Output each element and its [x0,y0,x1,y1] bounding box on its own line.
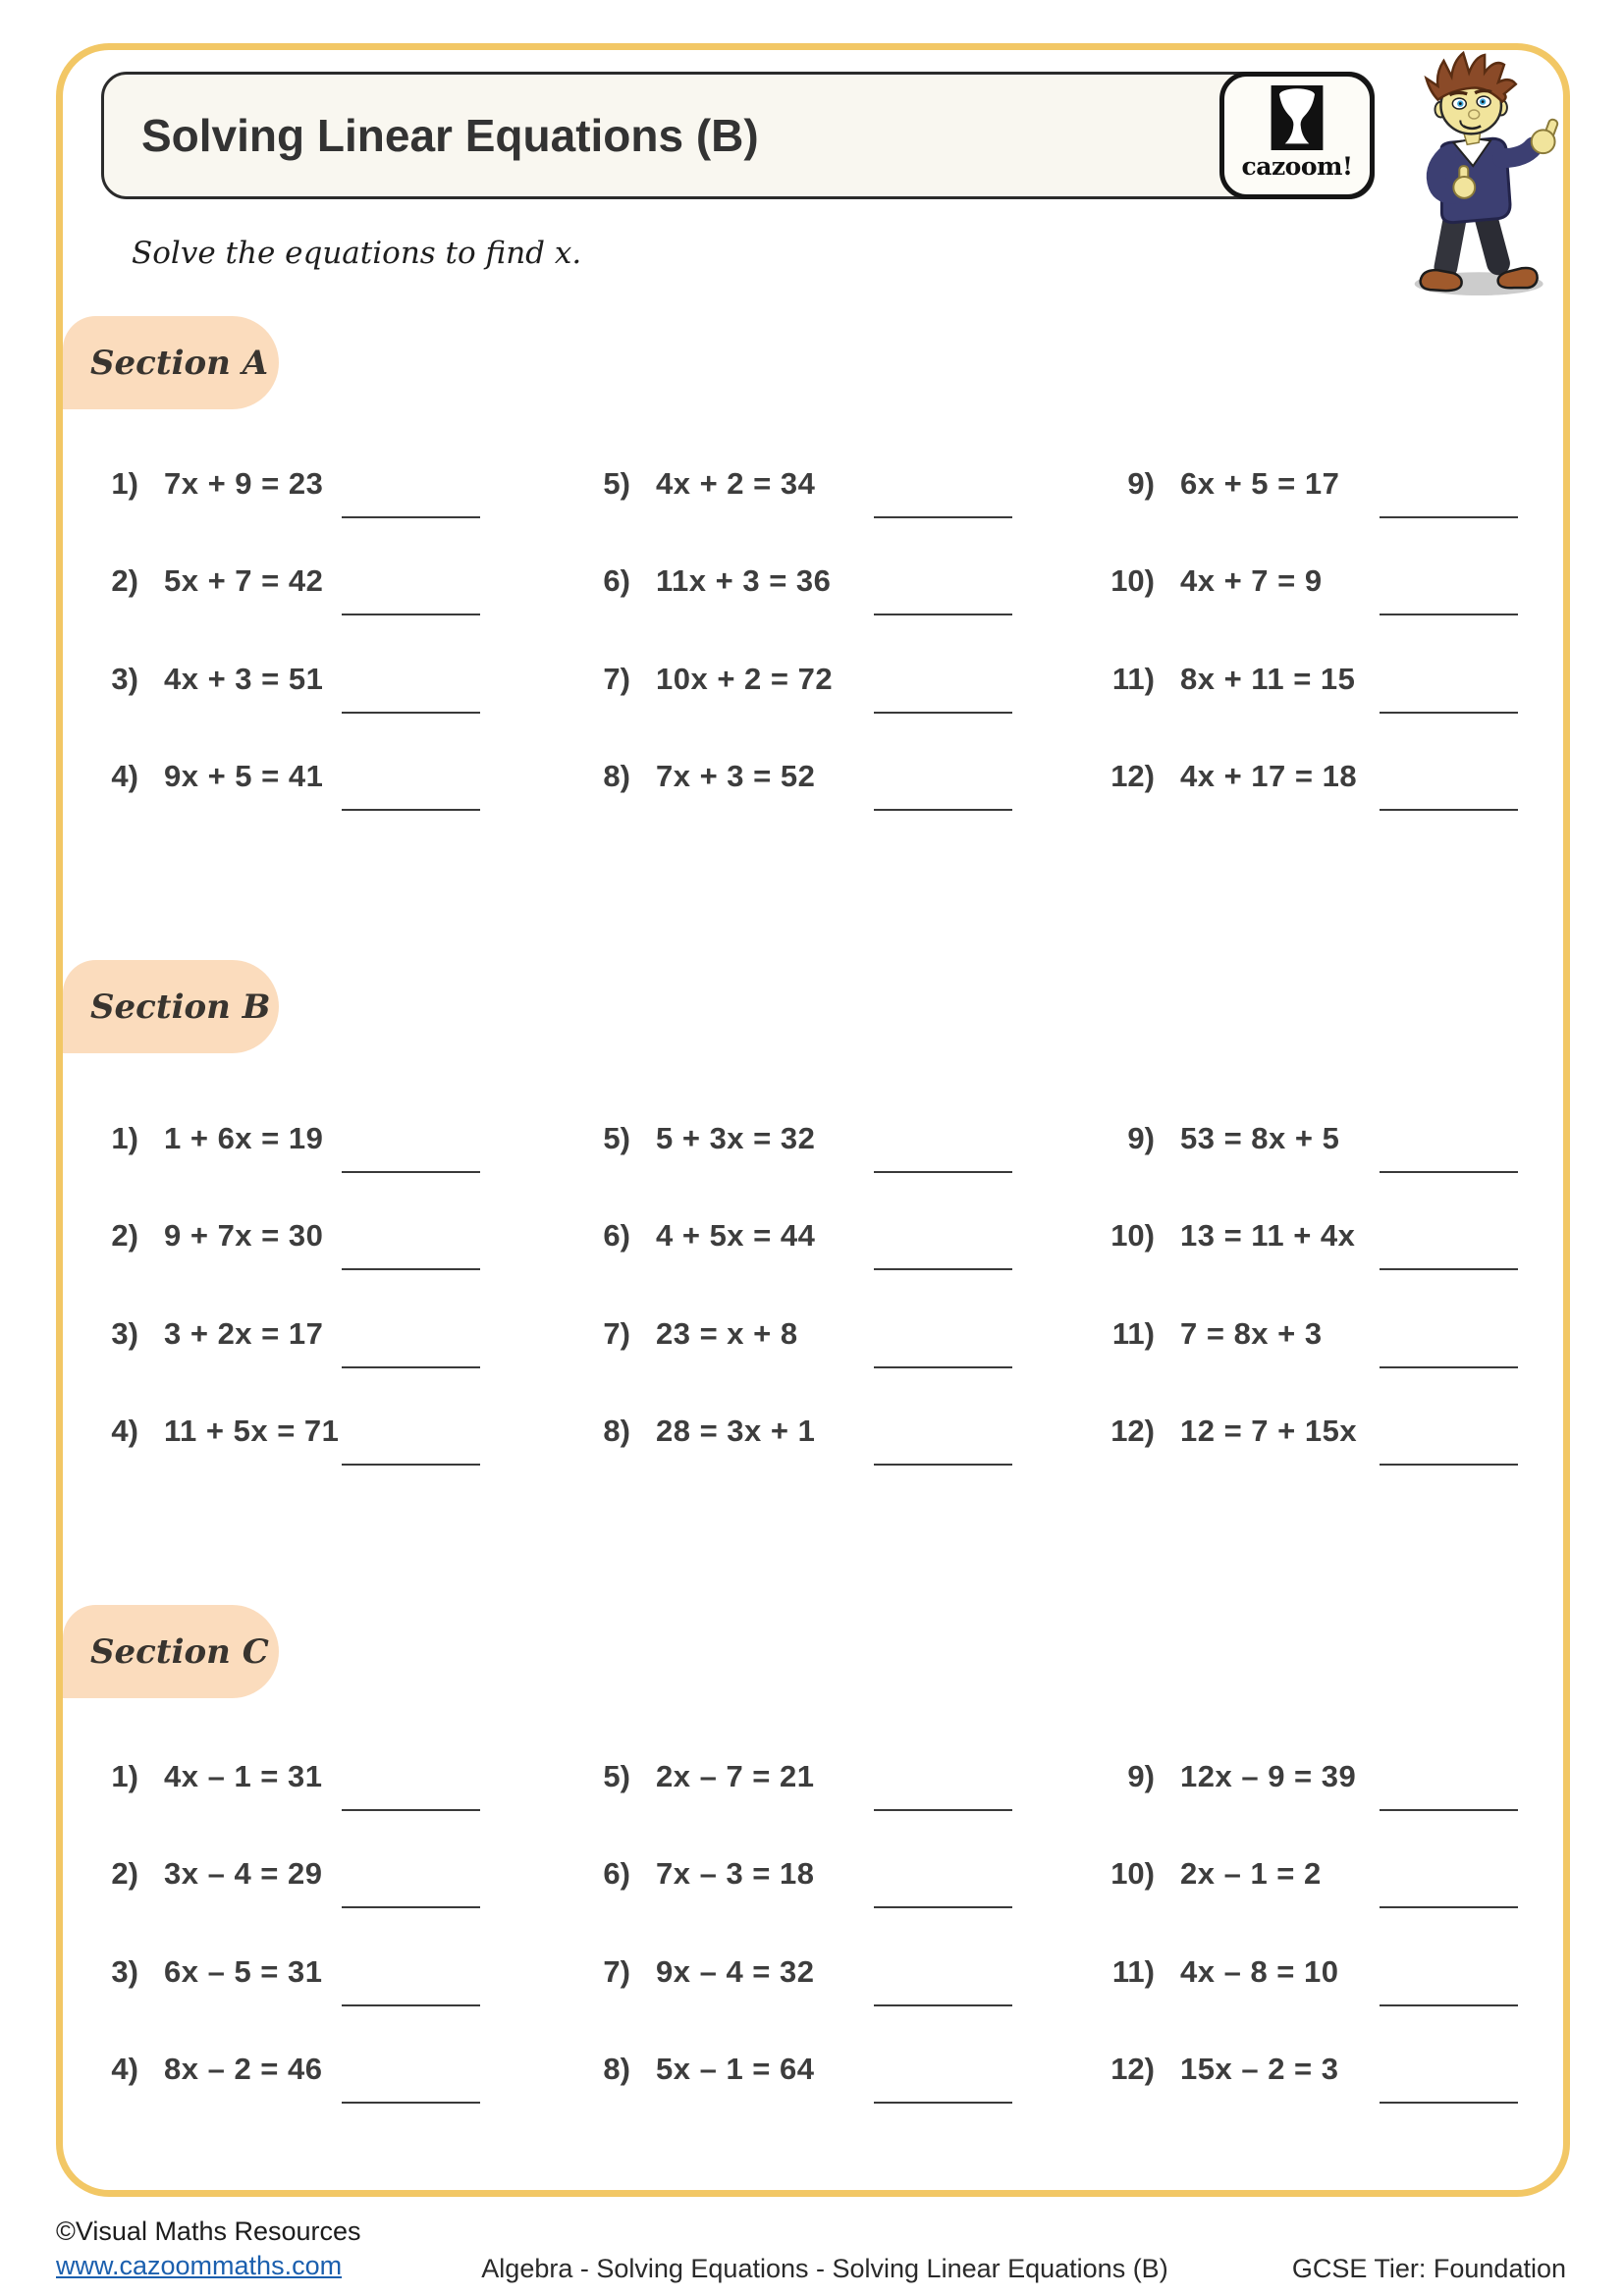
equation-text: 4x + 17 = 18 [1180,759,1358,793]
question-number: 12) [1110,2052,1155,2086]
footer-website-link[interactable]: www.cazoommaths.com [56,2251,343,2280]
footer-copyright: ©Visual Maths Resources [56,2216,361,2246]
question-item [1066,1953,1339,2044]
question-number: 3) [111,1954,138,1989]
question-item [93,1217,323,1308]
answer-blank[interactable] [1380,809,1518,811]
equation-text: 2x – 1 = 2 [1180,1856,1322,1891]
equation-text: 10x + 2 = 72 [656,662,834,696]
section-label: Section A [90,343,269,383]
section-header [63,316,279,409]
answer-blank[interactable] [874,516,1012,518]
question-item [93,1758,323,1848]
equation-text: 11 + 5x = 71 [164,1414,340,1448]
question-number: 12) [1110,1414,1155,1448]
question-item [1066,1413,1357,1503]
question-item [566,758,815,848]
answer-blank[interactable] [342,2102,480,2104]
question-number: 9) [1127,466,1155,501]
logo-text: cazoom! [1241,152,1353,181]
answer-blank[interactable] [874,1366,1012,1368]
equation-text: 5x – 1 = 64 [656,2052,815,2086]
question-item [566,1217,815,1308]
answer-blank[interactable] [1380,1809,1518,1811]
equation-text: 23 = x + 8 [656,1316,798,1351]
equation-text: 4x – 1 = 31 [164,1759,323,1793]
equation-text: 28 = 3x + 1 [656,1414,816,1448]
question-number: 10) [1110,563,1155,598]
question-item [566,1120,815,1210]
question-item [93,1315,323,1406]
answer-blank[interactable] [874,1268,1012,1270]
question-number: 5) [603,1759,630,1793]
answer-blank[interactable] [874,1906,1012,1908]
question-number: 4) [111,2052,138,2086]
question-number: 6) [603,1856,630,1891]
answer-blank[interactable] [1380,2004,1518,2006]
answer-blank[interactable] [874,712,1012,714]
equation-text: 53 = 8x + 5 [1180,1121,1340,1155]
question-item [566,1315,798,1406]
question-item [566,1413,815,1503]
question-item [93,465,323,556]
section-header [63,960,279,1053]
question-number: 6) [603,1218,630,1253]
question-number: 10) [1110,1218,1155,1253]
equation-text: 13 = 11 + 4x [1180,1218,1356,1253]
equation-text: 6x – 5 = 31 [164,1954,323,1989]
question-number: 8) [603,1414,630,1448]
question-item [1066,465,1339,556]
answer-blank[interactable] [342,2004,480,2006]
equation-text: 3 + 2x = 17 [164,1316,324,1351]
equation-text: 7x + 9 = 23 [164,466,324,501]
answer-blank[interactable] [874,809,1012,811]
question-item [1066,1120,1339,1210]
question-item [566,2051,815,2141]
question-item [1066,661,1355,751]
question-item [566,465,815,556]
question-number: 7) [603,662,630,696]
question-number: 10) [1110,1856,1155,1891]
answer-blank[interactable] [874,2004,1012,2006]
equation-text: 5 + 3x = 32 [656,1121,816,1155]
answer-blank[interactable] [1380,1366,1518,1368]
equation-text: 4x + 2 = 34 [656,466,816,501]
question-number: 4) [111,1414,138,1448]
question-number: 4) [111,759,138,793]
answer-blank[interactable] [342,516,480,518]
answer-blank[interactable] [1380,2102,1518,2104]
question-item [566,1953,815,2044]
cazoom-logo [1219,72,1375,199]
equation-text: 9 + 7x = 30 [164,1218,324,1253]
question-number: 3) [111,662,138,696]
question-number: 3) [111,1316,138,1351]
answer-blank[interactable] [1380,1171,1518,1173]
answer-blank[interactable] [342,1464,480,1466]
question-item [93,2051,323,2141]
answer-blank[interactable] [874,1464,1012,1466]
footer-tier: GCSE Tier: Foundation [1291,2254,1566,2283]
question-item [93,1120,323,1210]
section-label: Section B [90,987,271,1027]
answer-blank[interactable] [1380,1464,1518,1466]
answer-blank[interactable] [1380,1268,1518,1270]
answer-blank[interactable] [1380,614,1518,615]
answer-blank[interactable] [342,712,480,714]
question-number: 9) [1127,1759,1155,1793]
equation-text: 12x – 9 = 39 [1180,1759,1357,1793]
equation-text: 9x + 5 = 41 [164,759,324,793]
question-number: 7) [603,1316,630,1351]
section-label: Section C [90,1631,269,1672]
equation-text: 15x – 2 = 3 [1180,2052,1339,2086]
question-number: 7) [603,1954,630,1989]
question-item [1066,562,1323,653]
mascot-boy-illustration [1380,49,1616,302]
question-item [93,562,323,653]
answer-blank[interactable] [874,1809,1012,1811]
question-number: 8) [603,2052,630,2086]
equation-text: 7x + 3 = 52 [656,759,816,793]
equation-text: 7x – 3 = 18 [656,1856,815,1891]
equation-text: 4 + 5x = 44 [656,1218,816,1253]
answer-blank[interactable] [342,1171,480,1173]
question-item [1066,758,1357,848]
question-item [93,1953,323,2044]
title-box [101,72,1375,199]
answer-blank[interactable] [342,1268,480,1270]
equation-text: 4x + 3 = 51 [164,662,324,696]
equation-text: 8x + 11 = 15 [1180,662,1356,696]
question-item [1066,1855,1322,1946]
question-number: 11) [1111,662,1155,696]
question-item [93,1413,339,1503]
answer-blank[interactable] [342,1809,480,1811]
question-number: 9) [1127,1121,1155,1155]
instruction-text: Solve the equations to find x. [132,236,582,271]
answer-blank[interactable] [1380,1906,1518,1908]
question-number: 8) [603,759,630,793]
page-title: Solving Linear Equations (B) [141,110,759,161]
equation-text: 1 + 6x = 19 [164,1121,324,1155]
equation-text: 4x – 8 = 10 [1180,1954,1339,1989]
question-number: 2) [111,1856,138,1891]
question-number: 12) [1110,759,1155,793]
question-item [93,758,323,848]
question-number: 11) [1111,1316,1155,1351]
question-item [566,661,833,751]
answer-blank[interactable] [342,614,480,615]
drum-logo-icon [1271,85,1324,150]
equation-text: 6x + 5 = 17 [1180,466,1340,501]
equation-text: 2x – 7 = 21 [656,1759,815,1793]
question-item [566,562,831,653]
question-number: 1) [111,466,138,501]
question-item [93,1855,323,1946]
answer-blank[interactable] [342,809,480,811]
question-item [1066,1217,1355,1308]
answer-blank[interactable] [874,614,1012,615]
question-item [1066,1758,1356,1848]
equation-text: 4x + 7 = 9 [1180,563,1323,598]
question-number: 11) [1111,1954,1155,1989]
question-number: 2) [111,1218,138,1253]
question-item [566,1758,815,1848]
section-header [63,1605,279,1698]
answer-blank[interactable] [874,2102,1012,2104]
question-number: 5) [603,1121,630,1155]
answer-blank[interactable] [1380,516,1518,518]
footer-breadcrumb: Algebra - Solving Equations - Solving Linear Equations (B) [481,2254,1168,2283]
answer-blank[interactable] [342,1906,480,1908]
equation-text: 12 = 7 + 15x [1180,1414,1358,1448]
question-item [93,661,323,751]
question-number: 5) [603,466,630,501]
answer-blank[interactable] [1380,712,1518,714]
equation-text: 3x – 4 = 29 [164,1856,323,1891]
question-item [1066,1315,1323,1406]
answer-blank[interactable] [874,1171,1012,1173]
equation-text: 8x – 2 = 46 [164,2052,323,2086]
equation-text: 5x + 7 = 42 [164,563,324,598]
question-number: 6) [603,563,630,598]
equation-text: 9x – 4 = 32 [656,1954,815,1989]
answer-blank[interactable] [342,1366,480,1368]
question-item [566,1855,815,1946]
equation-text: 7 = 8x + 3 [1180,1316,1323,1351]
question-number: 1) [111,1121,138,1155]
question-item [1066,2051,1339,2141]
question-number: 2) [111,563,138,598]
question-number: 1) [111,1759,138,1793]
equation-text: 11x + 3 = 36 [656,563,832,598]
